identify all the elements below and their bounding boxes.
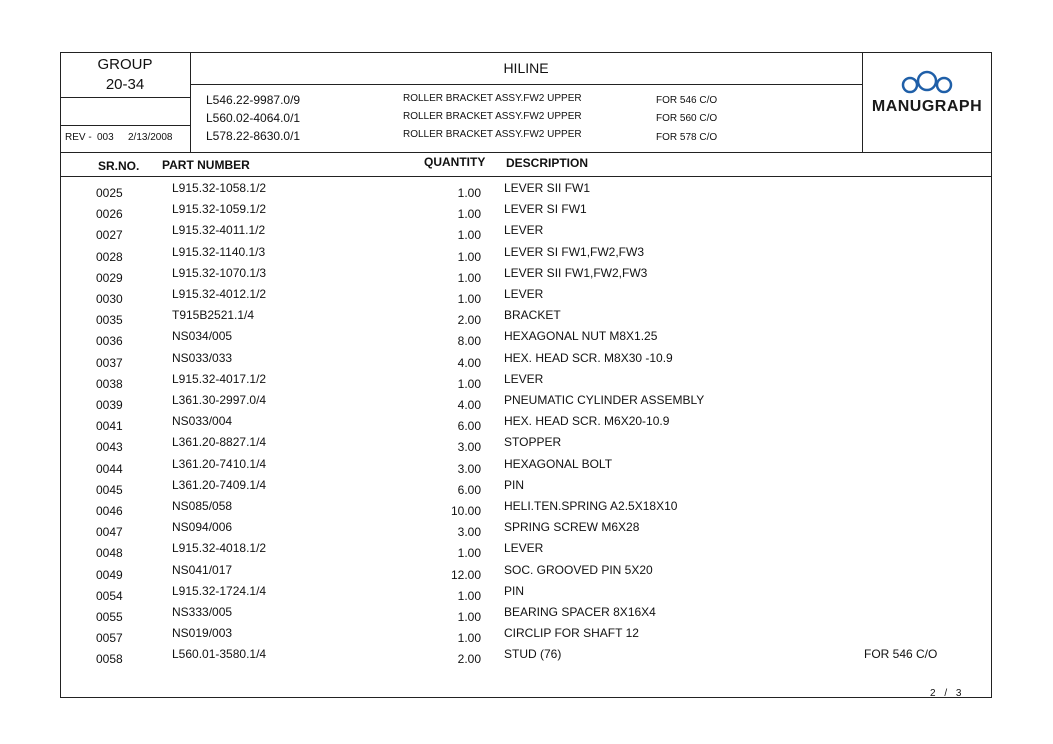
rev-number: 003 bbox=[97, 132, 114, 143]
table-row bbox=[0, 414, 1053, 435]
description-cell: BEARING SPACER 8X16X4 bbox=[504, 605, 656, 619]
part-number-cell: L915.32-1059.1/2 bbox=[172, 202, 267, 217]
table-row bbox=[0, 245, 1053, 266]
quantity-cell: 2.00 bbox=[457, 313, 481, 328]
table-row bbox=[0, 563, 1053, 584]
sr-cell: 0025 bbox=[96, 186, 123, 200]
group-label: GROUP bbox=[97, 56, 153, 73]
description-cell: LEVER SI FW1 bbox=[504, 202, 587, 217]
description-cell: LEVER bbox=[504, 541, 544, 556]
table-row bbox=[0, 329, 1053, 350]
assembly-for: FOR 578 C/O bbox=[656, 132, 718, 143]
brand-logo bbox=[862, 70, 992, 116]
sr-cell: 0027 bbox=[96, 228, 123, 243]
quantity-cell: 1.00 bbox=[457, 228, 481, 243]
col-header-qty: QUANTITY bbox=[424, 155, 486, 169]
assembly-part: L546.22-9987.0/9 bbox=[206, 93, 301, 107]
assembly-for: FOR 546 C/O bbox=[656, 95, 718, 106]
part-number-cell: L915.32-4011.1/2 bbox=[172, 223, 266, 238]
quantity-cell: 3.00 bbox=[457, 440, 481, 455]
description-cell: BRACKET bbox=[504, 308, 561, 323]
quantity-cell: 12.00 bbox=[450, 567, 481, 582]
quantity-cell: 3.00 bbox=[457, 525, 481, 540]
quantity-cell: 1.00 bbox=[457, 546, 481, 561]
description-cell: LEVER bbox=[504, 287, 544, 301]
header-bottom-line bbox=[60, 152, 992, 153]
assembly-desc: ROLLER BRACKET ASSY.FW2 UPPER bbox=[403, 111, 582, 122]
description-cell: STUD (76) bbox=[504, 647, 562, 662]
table-row bbox=[0, 202, 1053, 223]
part-number-cell: L915.32-4018.1/2 bbox=[172, 541, 267, 556]
part-number-cell: L915.32-4017.1/2 bbox=[172, 371, 267, 386]
quantity-cell: 1.00 bbox=[457, 249, 481, 264]
table-row bbox=[0, 584, 1053, 605]
part-number-cell: NS041/017 bbox=[172, 562, 233, 577]
sr-cell: 0028 bbox=[96, 249, 123, 264]
quantity-cell: 10.00 bbox=[450, 504, 481, 518]
quantity-cell: 6.00 bbox=[457, 419, 481, 434]
table-row bbox=[0, 520, 1053, 541]
sr-cell: 0048 bbox=[96, 546, 123, 561]
col-header-desc: DESCRIPTION bbox=[506, 156, 589, 170]
table-row bbox=[0, 372, 1053, 393]
rev-label: REV - bbox=[65, 132, 92, 143]
assembly-for: FOR 560 C/O bbox=[656, 113, 718, 124]
quantity-cell: 1.00 bbox=[457, 610, 481, 624]
group-value: 20-34 bbox=[105, 76, 145, 93]
quantity-cell: 2.00 bbox=[457, 652, 481, 667]
part-number-cell: NS019/003 bbox=[172, 626, 233, 641]
description-cell: HELI.TEN.SPRING A2.5X18X10 bbox=[504, 499, 678, 513]
assembly-part: L578.22-8630.0/1 bbox=[206, 129, 301, 143]
part-number-cell: L915.32-1724.1/4 bbox=[172, 583, 267, 598]
page-current: 2 bbox=[930, 688, 936, 699]
quantity-cell: 4.00 bbox=[457, 398, 481, 412]
part-number-cell: NS085/058 bbox=[172, 499, 233, 513]
table-row bbox=[0, 266, 1053, 287]
part-number-cell: NS034/005 bbox=[172, 329, 233, 344]
table-row bbox=[0, 393, 1053, 414]
description-cell: PNEUMATIC CYLINDER ASSEMBLY bbox=[504, 393, 705, 407]
sr-cell: 0039 bbox=[96, 398, 123, 412]
sr-cell: 0055 bbox=[96, 610, 123, 624]
table-row bbox=[0, 478, 1053, 499]
description-cell: LEVER SII FW1,FW2,FW3 bbox=[504, 265, 648, 280]
sr-cell: 0035 bbox=[96, 313, 123, 328]
rev-topline bbox=[60, 125, 190, 126]
page-total: 3 bbox=[955, 688, 962, 699]
quantity-cell: 8.00 bbox=[457, 334, 481, 349]
description-cell: CIRCLIP FOR SHAFT 12 bbox=[504, 626, 639, 641]
description-cell: LEVER bbox=[504, 223, 544, 238]
sr-cell: 0036 bbox=[96, 334, 123, 349]
part-number-cell: L361.20-8827.1/4 bbox=[172, 435, 267, 450]
sr-cell: 0047 bbox=[96, 525, 123, 540]
part-number-cell: L915.32-1058.1/2 bbox=[172, 181, 267, 195]
assembly-desc: ROLLER BRACKET ASSY.FW2 UPPER bbox=[403, 129, 582, 140]
description-cell: HEXAGONAL NUT M8X1.25 bbox=[504, 329, 658, 344]
title-underline bbox=[190, 84, 862, 85]
table-row bbox=[0, 435, 1053, 456]
part-number-cell: L361.30-2997.0/4 bbox=[172, 393, 267, 407]
remark-cell: FOR 546 C/O bbox=[864, 647, 938, 662]
sr-cell: 0044 bbox=[96, 461, 123, 476]
sr-cell: 0037 bbox=[96, 355, 123, 370]
quantity-cell: 1.00 bbox=[457, 270, 481, 285]
description-cell: PIN bbox=[504, 583, 525, 598]
sr-cell: 0049 bbox=[96, 567, 123, 582]
part-number-cell: L560.01-3580.1/4 bbox=[172, 647, 267, 662]
table-row bbox=[0, 605, 1053, 626]
sr-cell: 0030 bbox=[96, 292, 123, 306]
quantity-cell: 1.00 bbox=[457, 186, 481, 200]
sr-cell: 0058 bbox=[96, 652, 123, 667]
col-header-sr: SR.NO. bbox=[98, 159, 140, 173]
sr-cell: 0045 bbox=[96, 482, 123, 497]
description-cell: STOPPER bbox=[504, 435, 562, 450]
description-cell: PIN bbox=[504, 477, 525, 492]
quantity-cell: 1.00 bbox=[457, 588, 481, 603]
quantity-cell: 3.00 bbox=[457, 461, 481, 476]
part-number-cell: T915B2521.1/4 bbox=[172, 308, 255, 323]
sr-cell: 0043 bbox=[96, 440, 123, 455]
sr-cell: 0026 bbox=[96, 207, 123, 222]
quantity-cell: 1.00 bbox=[457, 292, 481, 306]
group-underline bbox=[60, 97, 190, 98]
sr-cell: 0054 bbox=[96, 588, 123, 603]
brand-name: MANUGRAPH bbox=[871, 98, 983, 115]
description-cell: HEX. HEAD SCR. M8X30 -10.9 bbox=[504, 350, 673, 365]
col-header-part: PART NUMBER bbox=[162, 158, 250, 172]
quantity-cell: 1.00 bbox=[457, 631, 481, 646]
part-number-cell: NS033/033 bbox=[172, 350, 233, 365]
table-row bbox=[0, 223, 1053, 244]
sr-cell: 0029 bbox=[96, 270, 123, 285]
description-cell: SOC. GROOVED PIN 5X20 bbox=[504, 562, 653, 577]
description-cell: LEVER SII FW1 bbox=[504, 181, 591, 195]
table-row bbox=[0, 647, 1053, 668]
part-number-cell: L915.32-1140.1/3 bbox=[172, 244, 266, 259]
part-number-cell: L361.20-7410.1/4 bbox=[172, 456, 267, 471]
sr-cell: 0046 bbox=[96, 504, 123, 518]
sr-cell: 0057 bbox=[96, 631, 123, 646]
table-row bbox=[0, 541, 1053, 562]
part-number-cell: NS094/006 bbox=[172, 520, 233, 535]
rev-date: 2/13/2008 bbox=[128, 132, 173, 143]
description-cell: LEVER SI FW1,FW2,FW3 bbox=[504, 244, 645, 259]
page-separator: / bbox=[944, 688, 948, 699]
description-cell: HEXAGONAL BOLT bbox=[504, 456, 613, 471]
description-cell: SPRING SCREW M6X28 bbox=[504, 520, 640, 535]
table-row bbox=[0, 499, 1053, 520]
brand-mark-icon bbox=[897, 70, 957, 96]
table-row bbox=[0, 626, 1053, 647]
table-row bbox=[0, 351, 1053, 372]
part-number-cell: NS333/005 bbox=[172, 605, 233, 619]
sr-cell: 0041 bbox=[96, 419, 123, 434]
part-number-cell: L361.20-7409.1/4 bbox=[172, 477, 267, 492]
page-title: HILINE bbox=[503, 60, 549, 76]
sr-cell: 0038 bbox=[96, 376, 123, 391]
table-row bbox=[0, 181, 1053, 202]
assembly-part: L560.02-4064.0/1 bbox=[206, 111, 301, 125]
quantity-cell: 6.00 bbox=[457, 482, 481, 497]
part-number-cell: L915.32-1070.1/3 bbox=[172, 265, 267, 280]
column-header-bottom-line bbox=[60, 176, 992, 177]
table-row bbox=[0, 287, 1053, 308]
part-number-cell: L915.32-4012.1/2 bbox=[172, 287, 267, 301]
description-cell: HEX. HEAD SCR. M6X20-10.9 bbox=[504, 414, 670, 429]
table-row bbox=[0, 308, 1053, 329]
page-number bbox=[930, 688, 961, 699]
part-number-cell: NS033/004 bbox=[172, 414, 233, 429]
assembly-desc: ROLLER BRACKET ASSY.FW2 UPPER bbox=[403, 93, 582, 104]
quantity-cell: 1.00 bbox=[457, 207, 481, 222]
quantity-cell: 1.00 bbox=[457, 376, 481, 391]
quantity-cell: 4.00 bbox=[457, 355, 481, 370]
description-cell: LEVER bbox=[504, 371, 544, 386]
table-row bbox=[0, 457, 1053, 478]
